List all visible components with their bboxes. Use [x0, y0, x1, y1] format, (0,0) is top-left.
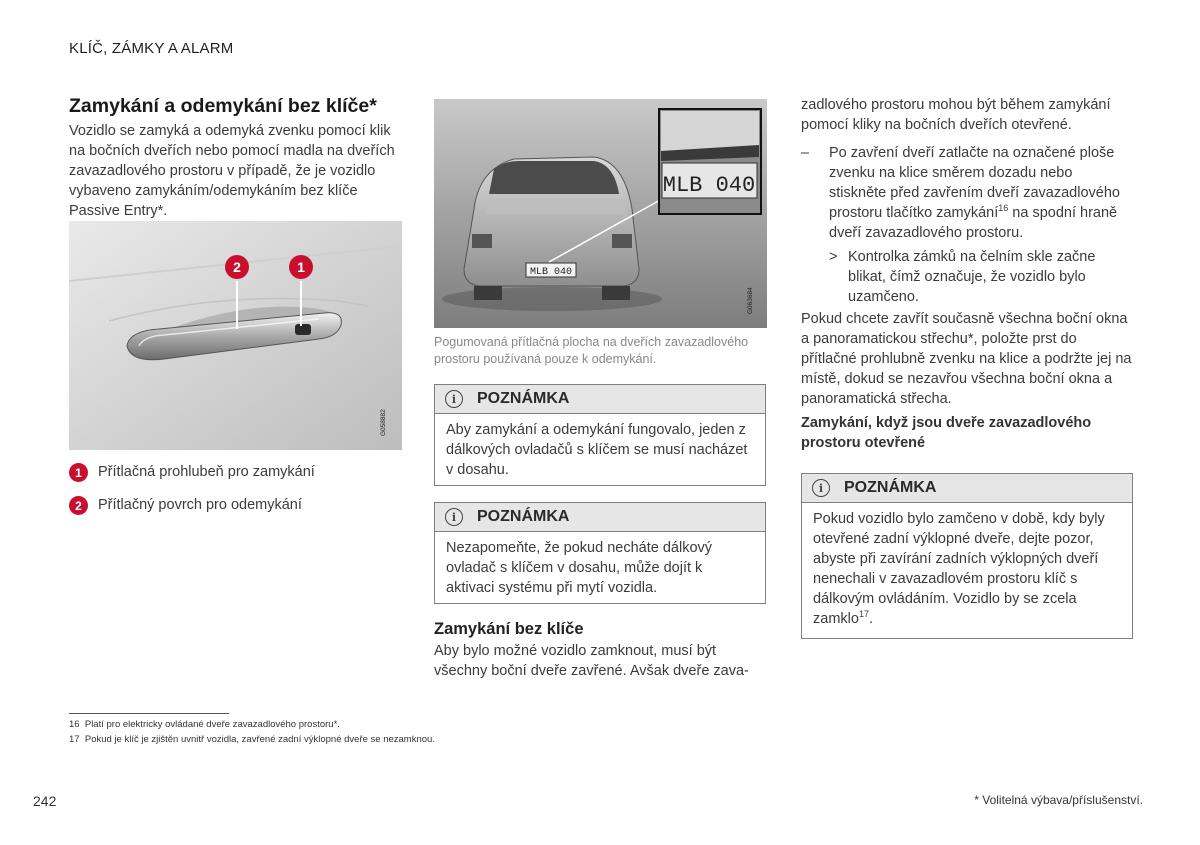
step-marker: –: [801, 145, 810, 161]
body-paragraph: Aby bylo možné vozidlo zamknout, musí být všechny boční dveře zavřené. Avšak dveře zava-: [434, 643, 749, 679]
instruction-step: [801, 143, 1133, 307]
image-code: G058882: [380, 409, 387, 436]
footnote-divider: [69, 713, 229, 714]
note-text: Nezapomeňte, že pokud necháte dálkový ovladač s klíčem v dosahu, může dojít k aktivaci systému při mytí vozidla.: [446, 540, 713, 596]
note-header: [435, 503, 765, 532]
note-box: [434, 502, 766, 604]
info-icon: i: [445, 508, 463, 526]
step-result: [829, 247, 1133, 307]
note-title: POZNÁMKA: [477, 390, 570, 407]
legend-label: Přítlačný povrch pro odemykání: [98, 497, 302, 513]
intro-paragraph: Vozidlo se zamyká a odemyká zvenku pomocí klik na bočních dveřích nebo pomocí madla na dveřích zavazadlového prostoru v případě, že je vozidlo vybaveno zamykáním/odemykáním bez klíče Passive Entry*.: [69, 123, 395, 219]
legend-item: [69, 495, 399, 515]
page-number: 242: [33, 793, 57, 809]
note-box: [801, 473, 1133, 639]
subheading: Zamykání, když jsou dveře zavazadlového prostoru otevřené: [801, 415, 1092, 451]
footnote: 17 Pokud je klíč je zjištěn uvnitř vozidla, zavřené zadní výklopné dveře se nezamknou.: [69, 734, 435, 745]
note-text: Pokud vozidlo bylo zamčeno v době, kdy byly otevřené zadní výklopné dveře, dejte pozor, abyste při zavírání zadních výklopných dveří nenechali v zavazadlovém prostoru klíč s dálkovým ovládáním. Vozidlo by se zcela zamklo$^{17}$.: [813, 511, 1105, 627]
car-rear-illustration: [434, 99, 767, 328]
plate-text: MLB 040: [529, 267, 573, 278]
footnote-ref[interactable]: 16: [998, 203, 1009, 214]
result-text: Kontrolka zámků na čelním skle začne blikat, čímž označuje, že vozidlo bylo uzamčeno.: [848, 249, 1096, 305]
callout-legend: [69, 462, 399, 528]
callout-1-marker: 1: [297, 259, 305, 275]
image-code: G063684: [747, 287, 754, 314]
note-box: [434, 384, 766, 486]
image-caption: Pogumovaná přítlačná plocha na dveřích zavazadlového prostoru používaná pouze k odemykání.: [434, 335, 749, 366]
callout-2-marker: 2: [233, 259, 241, 275]
door-handle-illustration: [69, 221, 402, 450]
step-text: Po zavření dveří zatlačte na označené ploše zvenku na klice směrem dozadu nebo stiskněte před zavřením dveří zavazadlového prostoru tlačítko zamykání$^{16}$ na spodní hraně dveří zavazadlového prostoru.: [829, 145, 1120, 241]
page-title: Zamykání a odemykání bez klíče*: [69, 95, 377, 117]
note-header: [435, 385, 765, 414]
note-title: POZNÁMKA: [477, 508, 570, 525]
info-icon: i: [812, 479, 830, 497]
note-title: POZNÁMKA: [844, 479, 937, 496]
body-paragraph: zadlového prostoru mohou být během zamykání pomocí kliky na bočních dveřích otevřené.: [801, 97, 1111, 133]
footnote-ref[interactable]: 17: [858, 609, 869, 620]
result-marker: >: [829, 249, 838, 265]
note-text: Aby zamykání a odemykání fungovalo, jeden z dálkových ovladačů s klíčem se musí nacházet v dosahu.: [446, 422, 748, 478]
subsection-title: Zamykání bez klíče: [434, 620, 584, 638]
legend-number: 1: [69, 463, 88, 482]
body-paragraph: Pokud chcete zavřít současně všechna boční okna a panoramatickou střechu*, položte prst do přítlačné prohlubně zvenku na klice a podržte jej na místě, dokud se nezavřou všechna boční okna a panoramatická střecha.: [801, 311, 1132, 407]
legend-number: 2: [69, 496, 88, 515]
info-icon: i: [445, 390, 463, 408]
door-handle-drawing: [69, 221, 402, 450]
plate-text-zoom: MLB 040: [662, 173, 756, 198]
section-header: KLÍČ, ZÁMKY A ALARM: [69, 40, 234, 57]
car-rear-drawing: [434, 99, 767, 328]
note-header: [802, 474, 1132, 503]
legend-item: [69, 462, 399, 482]
footer-note: * Volitelná výbava/příslušenství.: [974, 793, 1143, 807]
legend-label: Přítlačná prohlubeň pro zamykání: [98, 464, 315, 480]
footnote: 16 Platí pro elektricky ovládané dveře zavazadlového prostoru*.: [69, 719, 340, 730]
